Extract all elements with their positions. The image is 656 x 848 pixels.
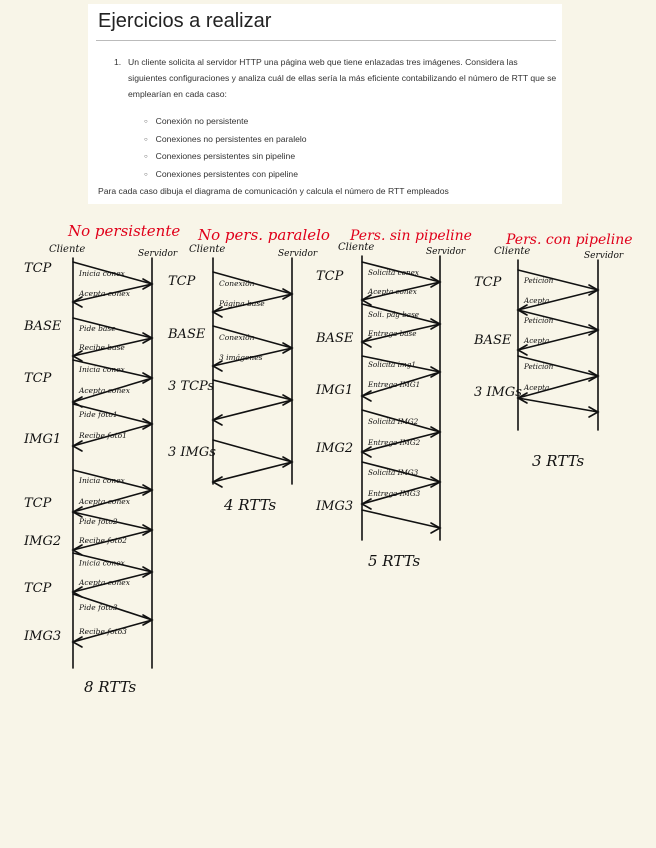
side-label: BASE <box>24 319 62 334</box>
instructions-footer: Para cada caso dibuja el diagrama de comunicación y calcula el número de RTT empleados <box>98 186 449 196</box>
side-label: TCP <box>168 274 196 289</box>
message-label: Entrega IMG3 <box>368 489 421 498</box>
message-label: Acepta <box>524 336 550 345</box>
message-label: Recibe base <box>79 343 125 352</box>
message-label: Inicia conex <box>79 476 125 485</box>
arrow-head <box>213 361 222 371</box>
client-label: Cliente <box>189 244 226 255</box>
message-label: Acepta conex <box>79 578 130 587</box>
arrow-head <box>73 441 82 451</box>
side-label: IMG2 <box>316 441 354 456</box>
side-label: 3 TCPs <box>168 379 215 394</box>
client-label: Cliente <box>338 242 375 253</box>
message-label: Entrega IMG2 <box>368 438 421 447</box>
side-label: BASE <box>168 327 206 342</box>
message-label: Solicita IMG3 <box>368 468 419 477</box>
message-label: Entrega IMG1 <box>368 380 421 389</box>
arrow-head <box>362 337 371 347</box>
arrow-head <box>213 307 222 317</box>
question-body: Un cliente solicita al servidor HTTP una página web que tiene enlazadas tres imágenes. Considera las siguientes configuraciones y analiza cuál de ellas sería la más eficiente contabilizando el número de RTT que se emplearían en cada caso: <box>128 57 557 99</box>
option-item: ○ Conexiones persistentes sin pipeline <box>144 149 307 167</box>
page-title: Ejercicios a realizar <box>98 10 272 32</box>
arrow-head <box>213 477 222 487</box>
side-label: IMG1 <box>24 432 62 447</box>
message-label: Acepta conex <box>368 287 417 296</box>
message-label: Inicia conex <box>79 558 125 568</box>
message-arrow <box>213 462 292 482</box>
message-label: Recibe foto1 <box>79 431 127 440</box>
server-label: Servidor <box>584 251 624 261</box>
message-label: Acepta <box>524 296 550 305</box>
arrow-head <box>431 523 440 533</box>
rtt-result: 8 RTTs <box>84 678 137 696</box>
diagram-heading: No pers. paralelo <box>198 226 330 244</box>
rtt-result: 5 RTTs <box>368 552 421 570</box>
rtt-result: 3 RTTs <box>532 452 585 470</box>
message-label: Petición <box>524 276 554 285</box>
message-label: Pide base <box>79 324 116 333</box>
rtt-result: 4 RTTs <box>224 496 277 514</box>
message-label: Solicita conex <box>368 268 419 277</box>
side-label: BASE <box>474 333 512 348</box>
client-label: Cliente <box>49 244 86 255</box>
arrow-head <box>73 637 82 647</box>
message-label: Acepta conex <box>79 386 130 395</box>
message-arrow <box>213 380 292 400</box>
side-label: IMG3 <box>316 499 354 514</box>
server-label: Servidor <box>426 247 466 257</box>
message-label: Pide foto1 <box>79 410 118 419</box>
server-label: Servidor <box>138 249 178 259</box>
side-label: IMG2 <box>24 534 62 549</box>
arrow-head <box>362 295 371 305</box>
arrow-head <box>362 447 371 457</box>
arrow-head <box>362 499 371 509</box>
client-label: Cliente <box>494 246 531 257</box>
message-label: Pide foto2 <box>79 517 118 526</box>
arrow-head <box>213 415 222 425</box>
arrow-head <box>362 391 371 401</box>
option-item: ○ Conexiones persistentes con pipeline <box>144 167 307 185</box>
side-label: TCP <box>474 275 502 290</box>
message-label: Inicia conex <box>79 269 125 278</box>
message-label: Petición <box>524 362 554 371</box>
message-arrow <box>518 398 598 412</box>
message-label: Inicia conex <box>79 365 125 374</box>
side-label: TCP <box>316 269 344 284</box>
side-label: TCP <box>24 496 52 511</box>
message-arrow <box>213 400 292 420</box>
message-label: Acepta conex <box>79 289 130 298</box>
message-label: Conexión <box>219 279 255 288</box>
message-label: Recibe foto3 <box>79 627 127 636</box>
message-label: 3 imágenes <box>219 353 263 362</box>
side-label: BASE <box>316 331 354 346</box>
message-label: Petición <box>524 316 554 325</box>
message-arrow <box>213 440 292 462</box>
message-label: Recibe foto2 <box>79 536 127 545</box>
side-label: IMG3 <box>24 629 62 644</box>
side-label: IMG1 <box>316 383 354 398</box>
message-label: Pide foto3 <box>79 603 118 612</box>
message-label: Acepta <box>524 383 550 392</box>
question-number: 1. <box>114 57 122 67</box>
message-label: Solicita img1 <box>368 360 416 369</box>
side-label: TCP <box>24 261 52 276</box>
message-arrow <box>362 510 440 528</box>
diagram-heading: No persistente <box>68 222 181 240</box>
side-label: TCP <box>24 371 52 386</box>
message-label: Página base <box>219 299 265 308</box>
diagram-heading: Pers. sin pipeline <box>350 228 472 244</box>
option-item: ○ Conexiones no persistentes en paralelo <box>144 132 307 150</box>
server-label: Servidor <box>278 249 318 259</box>
arrow-head <box>518 345 527 355</box>
message-label: Acepta conex <box>79 497 130 506</box>
side-label: 3 IMGs <box>168 445 216 460</box>
message-label: Soli. pág base <box>368 310 420 319</box>
message-label: Conexión <box>219 333 255 342</box>
side-label: 3 IMGs <box>474 385 522 400</box>
message-label: Solicita IMG2 <box>368 417 419 426</box>
side-label: TCP <box>24 581 52 596</box>
option-item: ○ Conexión no persistente <box>144 114 307 132</box>
arrow-head <box>73 297 82 307</box>
diagram-heading: Pers. con pipeline <box>506 232 633 248</box>
message-label: Entrega base <box>368 329 417 338</box>
